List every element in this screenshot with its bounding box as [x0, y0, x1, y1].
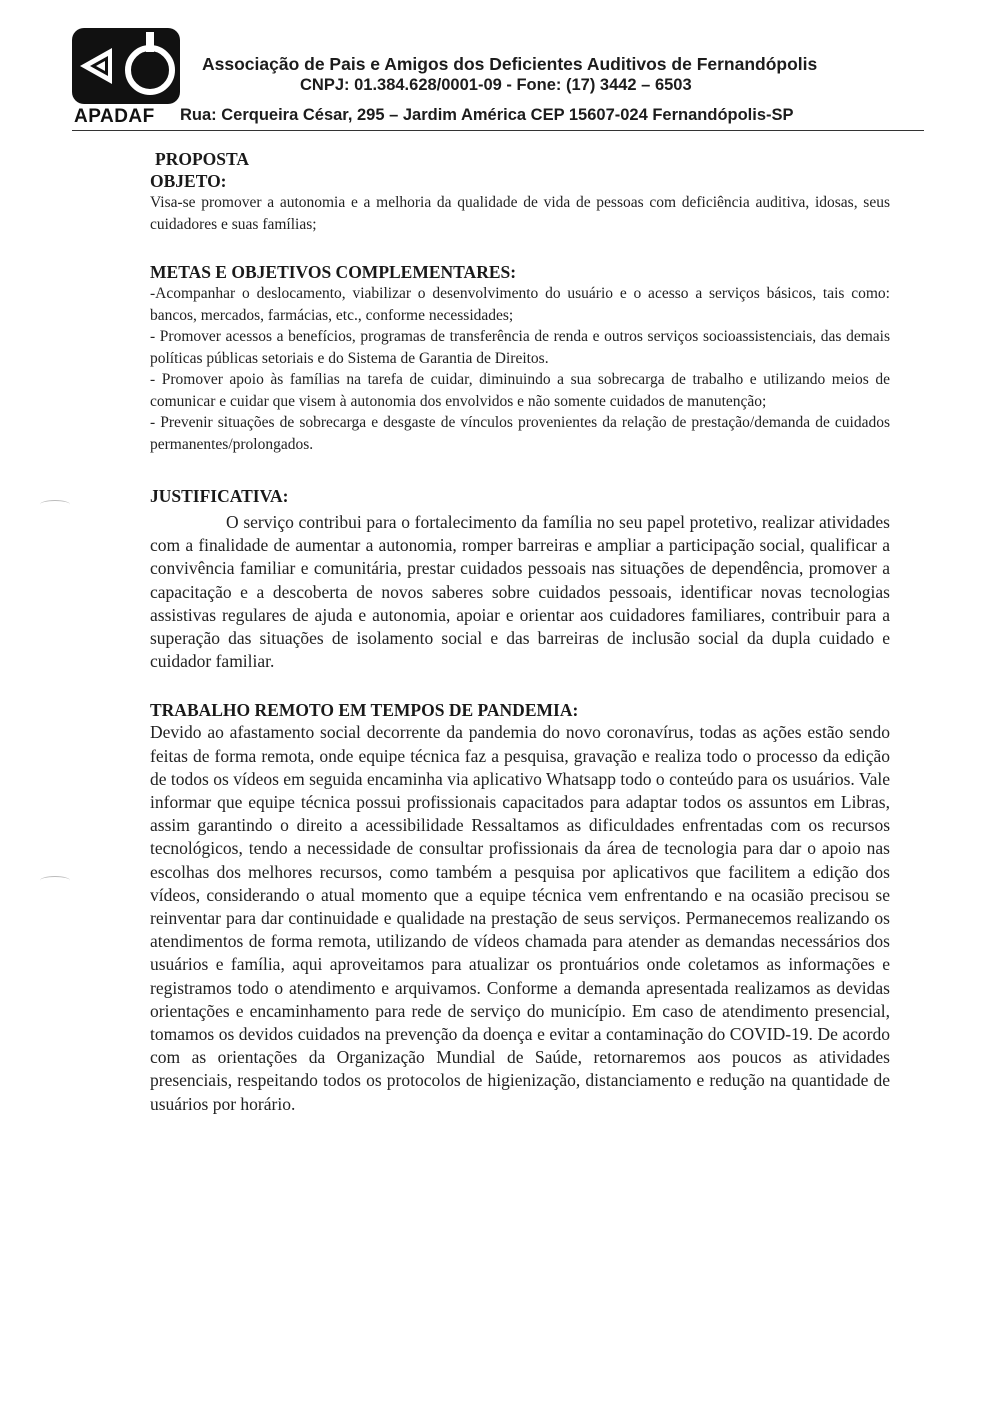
- objeto-heading: OBJETO:: [150, 171, 227, 191]
- trabalho-remoto-heading: TRABALHO REMOTO EM TEMPOS DE PANDEMIA:: [150, 700, 579, 721]
- objeto-text: Visa-se promover a autonomia e a melhoria da qualidade de vida de pessoas com deficiência auditiva, idosas, seus cuidadores e suas famílias;: [150, 194, 890, 233]
- logo-wordmark: APADAF: [74, 106, 155, 127]
- header-divider: [72, 130, 924, 131]
- margin-mark: [40, 500, 70, 509]
- metas-item: - Prevenir situações de sobrecarga e desgaste de vínculos provenientes da relação de prestação/demanda de cuidados permanentes/prolongados.: [150, 414, 890, 453]
- metas-item: -Acompanhar o deslocamento, viabilizar o desenvolvimento do usuário e o acesso a serviços básicos, tais como: bancos, mercados, farmácias, etc., conforme necessidades;: [150, 285, 890, 324]
- document-body: [150, 148, 890, 1116]
- trabalho-remoto-text: Devido ao afastamento social decorrente da pandemia do novo coronavírus, todas as ações estão sendo feitas de forma remota, onde equipe técnica faz a pesquisa, gravação e realiza todo o processo da edição de todos os vídeos em seguida encaminha via aplicativo Whatsapp todo o conteúdo para os usuários. Vale informar que equipe técnica possui profissionais capacitados para adaptar todos os assuntos em Libras, assim garantindo o direito a acessibilidade Ressaltamos as dificuldades enfrentadas com os recursos tecnológicos, tendo a necessidade de consultar profissionais da área de tecnologia para dar o apoio nas escolhas dos melhores recursos, como também a pesquisa por aplicativos que facilitem a edição dos vídeos, considerando o atual momento que a equipe técnica vem enfrentando e na ocasião precisou se reinventar para dar continuidade e qualidade na prestação de seus serviços. Permanecemos realizando os atendimentos de forma remota, utilizando de vídeos chamada para atender as demandas necessários dos usuários e família, aqui aproveitamos para atualizar os prontuários onde coletamos as informações e registramos todo o atendimento e arquivamos. Conforme a demanda apresentada realizamos as devidas orientações e encaminhamento para rede de serviço do município. Em caso de atendimento presencial, tomamos os devidos cuidados na prevenção da doença e evitar a contaminação do COVID-19. De acordo com as orientações da Organização Mundial de Saúde, retornaremos aos poucos as atividades presenciais, respeitando todos os protocolos de higienização, distanciamento e redução na quantidade de usuários por horário.: [150, 722, 890, 1114]
- margin-mark: [40, 876, 70, 885]
- document-title: PROPOSTA: [155, 149, 249, 169]
- metas-item: - Promover acessos a benefícios, programas de transferência de renda e outros serviços socioassistenciais, das demais políticas públicas setoriais e do Sistema de Garantia de Direitos.: [150, 328, 890, 367]
- justificativa-text: O serviço contribui para o fortalecimento da família no seu papel protetivo, realizar atividades com a finalidade de aumentar a autonomia, romper barreiras e ampliar a participação social, qualificar a convivência familiar e comunitária, prestar cuidados pessoais nas situações de dependência, promover a capacitação e a descoberta de novos saberes sobre cuidados pessoais, identificar novas tecnologias assistivas regulares de ajuda e autonomia, apoiar e orientar aos cuidadores familiares, contribuir para a superação das situações de isolamento social e das barreiras de inclusão social da dupla cuidado e cuidador familiar.: [150, 512, 890, 672]
- apadaf-logo-icon: [72, 28, 180, 104]
- address: Rua: Cerqueira César, 295 – Jardim América CEP 15607-024 Fernandópolis-SP: [180, 106, 794, 124]
- metas-heading: METAS E OBJETIVOS COMPLEMENTARES:: [150, 262, 517, 282]
- metas-item: - Promover apoio às famílias na tarefa de cuidar, diminuindo a sua sobrecarga de trabalho e utilizando meios de comunicar e cuidar que visem à autonomia dos envolvidos e não somente cuidados de manutenção;: [150, 371, 890, 410]
- justificativa-heading: JUSTIFICATIVA:: [150, 486, 289, 506]
- organization-name: Associação de Pais e Amigos dos Deficientes Auditivos de Fernandópolis: [202, 54, 818, 74]
- cnpj-phone: CNPJ: 01.384.628/0001-09 - Fone: (17) 3442 – 6503: [300, 76, 692, 94]
- apadaf-logo: [72, 28, 180, 104]
